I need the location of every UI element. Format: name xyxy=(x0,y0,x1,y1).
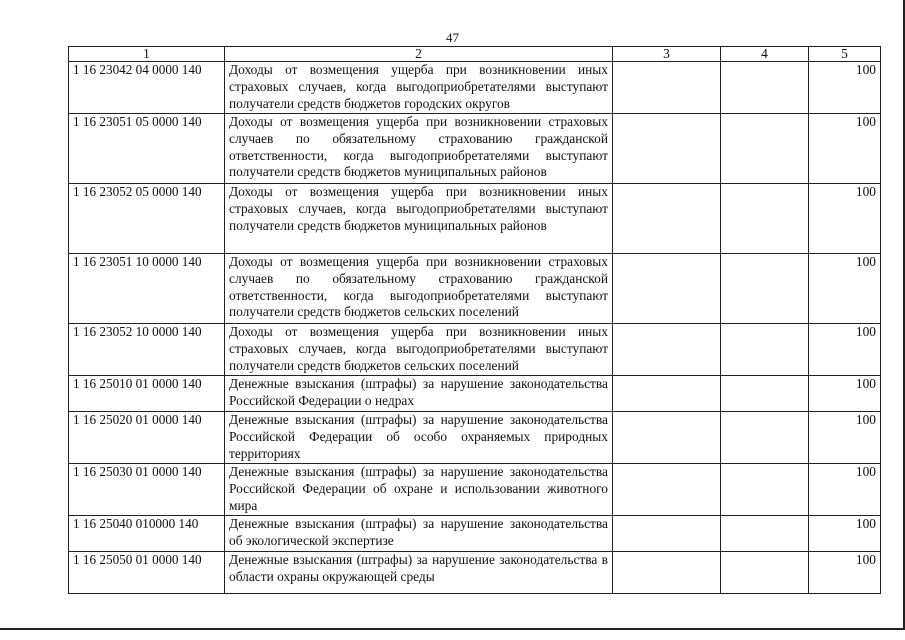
column-header-2: 2 xyxy=(225,47,613,62)
page-number: 47 xyxy=(446,30,459,45)
percent-value-cell: 100 xyxy=(809,516,881,552)
classification-code-cell: 1 16 25040 010000 140 xyxy=(69,516,225,552)
column-3-cell xyxy=(613,62,721,114)
description-cell: Денежные взыскания (штрафы) за нарушение законодательства Российской Федерации о недрах xyxy=(225,376,613,412)
column-4-cell xyxy=(721,464,809,516)
table-row xyxy=(69,62,881,114)
table-row xyxy=(69,114,881,184)
classification-code-cell: 1 16 23052 05 0000 140 xyxy=(69,184,225,254)
column-4-cell xyxy=(721,516,809,552)
percent-value-cell: 100 xyxy=(809,254,881,324)
classification-code-cell: 1 16 23042 04 0000 140 xyxy=(69,62,225,114)
column-4-cell xyxy=(721,376,809,412)
description-cell: Доходы от возмещения ущерба при возникновении страховых случаев по обязательному страхованию гражданской ответственности, когда выгодоприобретателями выступают получатели средств бюджетов сельских поселений xyxy=(225,254,613,324)
description-cell: Доходы от возмещения ущерба при возникновении иных страховых случаев, когда выгодоприобретателями выступают получатели средств бюджетов сельских поселений xyxy=(225,324,613,376)
column-4-cell xyxy=(721,324,809,376)
table-row xyxy=(69,464,881,516)
column-3-cell xyxy=(613,114,721,184)
classification-code-cell: 1 16 25010 01 0000 140 xyxy=(69,376,225,412)
classification-code-cell: 1 16 23052 10 0000 140 xyxy=(69,324,225,376)
table-row xyxy=(69,254,881,324)
column-header-4: 4 xyxy=(721,47,809,62)
column-3-cell xyxy=(613,412,721,464)
classification-code-cell: 1 16 25030 01 0000 140 xyxy=(69,464,225,516)
table-header-row xyxy=(69,47,881,62)
description-cell: Денежные взыскания (штрафы) за нарушение законодательства в области охраны окружающей среды xyxy=(225,552,613,594)
table-row xyxy=(69,516,881,552)
percent-value-cell: 100 xyxy=(809,552,881,594)
column-3-cell xyxy=(613,516,721,552)
description-cell: Денежные взыскания (штрафы) за нарушение законодательства об экологической экспертизе xyxy=(225,516,613,552)
column-4-cell xyxy=(721,254,809,324)
table-row xyxy=(69,324,881,376)
percent-value-cell: 100 xyxy=(809,464,881,516)
classification-code-cell: 1 16 25050 01 0000 140 xyxy=(69,552,225,594)
percent-value-cell: 100 xyxy=(809,184,881,254)
classification-code-cell: 1 16 23051 05 0000 140 xyxy=(69,114,225,184)
classification-code-cell: 1 16 23051 10 0000 140 xyxy=(69,254,225,324)
percent-value-cell: 100 xyxy=(809,376,881,412)
percent-value-cell: 100 xyxy=(809,62,881,114)
column-3-cell xyxy=(613,464,721,516)
percent-value-cell: 100 xyxy=(809,412,881,464)
percent-value-cell: 100 xyxy=(809,324,881,376)
column-3-cell xyxy=(613,254,721,324)
description-cell: Денежные взыскания (штрафы) за нарушение законодательства Российской Федерации об охране и использовании животного мира xyxy=(225,464,613,516)
classification-code-cell: 1 16 25020 01 0000 140 xyxy=(69,412,225,464)
table-row xyxy=(69,184,881,254)
column-3-cell xyxy=(613,324,721,376)
column-header-3: 3 xyxy=(613,47,721,62)
table-row xyxy=(69,412,881,464)
percent-value-cell: 100 xyxy=(809,114,881,184)
column-4-cell xyxy=(721,114,809,184)
column-4-cell xyxy=(721,184,809,254)
column-header-1: 1 xyxy=(69,47,225,62)
description-cell: Доходы от возмещения ущерба при возникновении страховых случаев по обязательному страхованию гражданской ответственности, когда выгодоприобретателями выступают получатели средств бюджетов муниципальных районов xyxy=(225,114,613,184)
column-4-cell xyxy=(721,412,809,464)
column-3-cell xyxy=(613,376,721,412)
table-row xyxy=(69,552,881,594)
description-cell: Денежные взыскания (штрафы) за нарушение законодательства Российской Федерации об особо охраняемых природных территориях xyxy=(225,412,613,464)
table-row xyxy=(69,376,881,412)
column-4-cell xyxy=(721,552,809,594)
page-border-bottom xyxy=(0,628,905,630)
description-cell: Доходы от возмещения ущерба при возникновении иных страховых случаев, когда выгодоприобретателями выступают получатели средств бюджетов городских округов xyxy=(225,62,613,114)
column-4-cell xyxy=(721,62,809,114)
description-cell: Доходы от возмещения ущерба при возникновении иных страховых случаев, когда выгодоприобретателями выступают получатели средств бюджетов муниципальных районов xyxy=(225,184,613,254)
budget-code-table xyxy=(68,46,881,594)
column-3-cell xyxy=(613,184,721,254)
column-header-5: 5 xyxy=(809,47,881,62)
column-3-cell xyxy=(613,552,721,594)
